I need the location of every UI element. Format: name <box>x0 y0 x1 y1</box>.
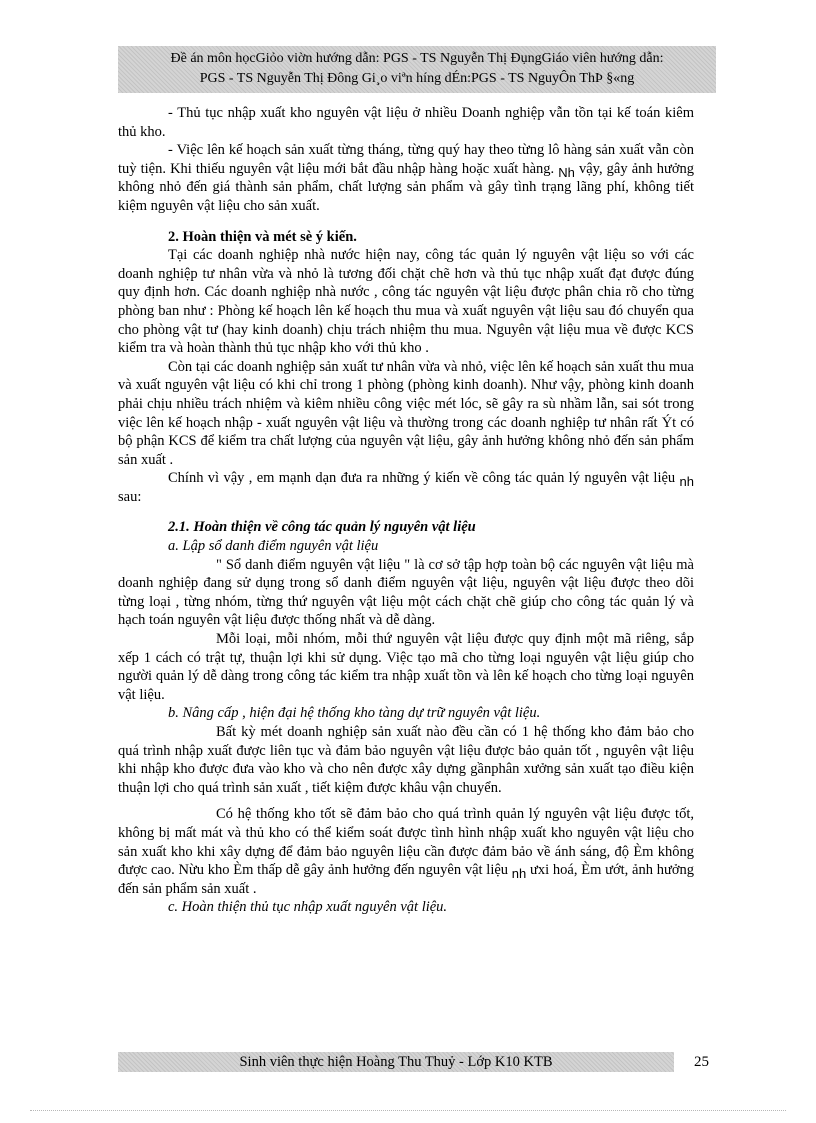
page-footer <box>118 1052 674 1072</box>
paragraph-7: Mỗi loại, mỗi nhóm, mỗi thứ nguyên vật liệu được quy định một mã riêng, sắp xếp 1 cách có trật tự, thuận lợi khi sử dụng. Việc tạo mã cho từng loại nguyên vật liệu giúp cho người quản lý dễ dàng trong công tác kiểm tra nhập xuất tồn và lên kế hoạch cho từng loại nguyên vật liệu. <box>118 631 694 703</box>
subsection-b-title: b. Nâng cấp , hiện đại hệ thống kho tàng dự trữ nguyên vật liệu. <box>168 705 541 722</box>
paragraph-2-text-a: - Việc lên kế hoạch sản xuất từng tháng, từng quý hay theo từng lô hàng sản xuất vẫn còn tuỳ tiện. Khi thiếu nguyên vật liệu mới bắt đầu nhập hàng hoặc xuất hàng. <box>118 142 694 177</box>
section-heading-2: 2. Hoàn thiện và mét sè ý kiến. <box>168 228 357 245</box>
section-heading-2-1: 2.1. Hoàn thiện về công tác quản lý nguyên vật liệu <box>168 519 476 536</box>
paragraph-5-text-a: Chính vì vậy , em mạnh dạn đưa ra những ý kiến về công tác quản lý nguyên vật liệu <box>168 470 676 487</box>
paragraph-5-text-b: sau: <box>118 488 142 505</box>
subsection-c-title: c. Hoàn thiện thủ tục nhập xuất nguyên vật liệu. <box>168 899 448 916</box>
paragraph-2 <box>118 141 694 215</box>
subsection-a-title: a. Lập sổ danh điểm nguyên vật liệu <box>168 538 379 555</box>
paragraph-2-text-b: vậy, gây ảnh hưởng không nhỏ đến giá thành sản phẩm, chất lượng sản phẩm và gây tình trạng lãng phí, không tiết kiệm nguyên vật liệu cho sản xuất. <box>118 160 694 214</box>
paragraph-9-text-b: ưxi hoá, Èm ướt, ảnh hưởng đến sản phẩm sản xuất . <box>118 862 694 897</box>
paragraph-1: - Thủ tục nhập xuất kho nguyên vật liệu ở nhiều Doanh nghiệp vẫn tồn tại kế toán kiêm thủ kho. <box>118 105 694 140</box>
paragraph-8: Bất kỳ mét doanh nghiệp sản xuất nào đều cần có 1 hệ thống kho đảm bảo cho quá trình nhập xuất được liên tục và đảm bảo nguyên vật liệu được bảo quản tốt , nguyên vật liệu khi nhập kho được đưa vào kho và cho nên được xây dựng gầnphân xưởng sản xuất tạo điều kiện thuận lợi cho quá trình sản xuất , tiết kiệm được khâu vận chuyển. <box>118 724 694 796</box>
header-line-2: PGS - TS Nguyễn Thị Đông Gi¸o viªn híng dÉn:PGS - TS NguyÔn ThÞ §«ng <box>199 71 635 86</box>
paragraph-4: Còn tại các doanh nghiệp sản xuất tư nhân vừa và nhỏ, việc lên kế hoạch sản xuất thu mua và xuất nguyên vật liệu có khi chỉ trong 1 phòng (phòng kinh doanh). Như vậy, phòng kinh doanh phải chịu nhiều trách nhiệm và kiêm nhiều công việc mét lóc, sẽ gây ra sù nhầm lẫn, sai sót trong việc lên kế hoạch nhập - xuất nguyên vật liệu và thường trong các doanh nghiệp tư nhân rất Ýt có bộ phận KCS để kiểm tra chất lượng của nguyên vật liệu, gây ảnh hưởng không nhỏ đến sản phẩm sản xuất . <box>118 358 694 468</box>
page-header <box>118 46 716 93</box>
paragraph-5-mark: nh <box>679 474 694 490</box>
paragraph-5 <box>118 469 694 506</box>
paragraph-9-text-a: Có hệ thống kho tốt sẽ đảm bảo cho quá trình quản lý nguyên vật liệu được tốt, không bị mất mát và thủ kho có thể kiểm soát được tình hình nhập xuất kho nguyên vật liệu cho sản xuất kho khi xây dựng để đảm bảo nguyên liệu cần được đảm bảo về ánh sáng, độ Èm không được cao. Nừu kho Èm thấp dễ gây ảnh hưởng đến nguyên vật liệu <box>118 806 694 879</box>
paragraph-2-mark: Nh <box>558 164 575 180</box>
paragraph-3: Tại các doanh nghiệp nhà nước hiện nay, công tác quản lý nguyên vật liệu so với các doanh nghiệp tư nhân vừa và nhỏ là tương đối chặt chẽ hơn và thủ tục nhập xuất đạt được đúng quy định hơn. Các doanh nghiệp nhà nước , công tác nguyên vật liệu được phân chia rõ cho từng phòng ban như : Phòng kế hoạch lên kế hoạch thu mua và xuất nguyên vật liệu sau đó chuyển qua cho phòng vật tư (hay kinh doanh) chịu trách nhiệm thu mua. Nguyên vật liệu mua về được KCS kiểm tra và hoàn thành thủ tục nhập kho với thủ kho . <box>118 247 694 357</box>
footer-text: Sinh viên thực hiện Hoàng Thu Thuỷ - Lớp K10 KTB <box>239 1054 553 1070</box>
header-line-1: Đề án môn họcGiỏo viờn hướng dẫn: PGS - TS Nguyễn Thị ĐụngGiáo viên hướng dẫn: <box>170 51 664 66</box>
paragraph-9 <box>118 805 694 898</box>
paragraph-9-mark: nh <box>511 866 527 882</box>
page-number: 25 <box>694 1054 709 1070</box>
document-body <box>118 104 694 917</box>
paragraph-6: " Sổ danh điểm nguyên vật liệu " là cơ sở tập hợp toàn bộ các nguyên vật liệu mà doanh nghiệp đang sử dụng trong sổ danh điểm nguyên vật liệu, nguyên vật liệu được theo dõi từng loại , từng nhóm, từng thứ nguyên vật liệu một cách chặt chẽ giúp cho công tác quản lý và hạch toán nguyên vật liệu được thống nhất và dễ dàng. <box>118 556 694 629</box>
page-bottom-divider <box>30 1110 786 1111</box>
